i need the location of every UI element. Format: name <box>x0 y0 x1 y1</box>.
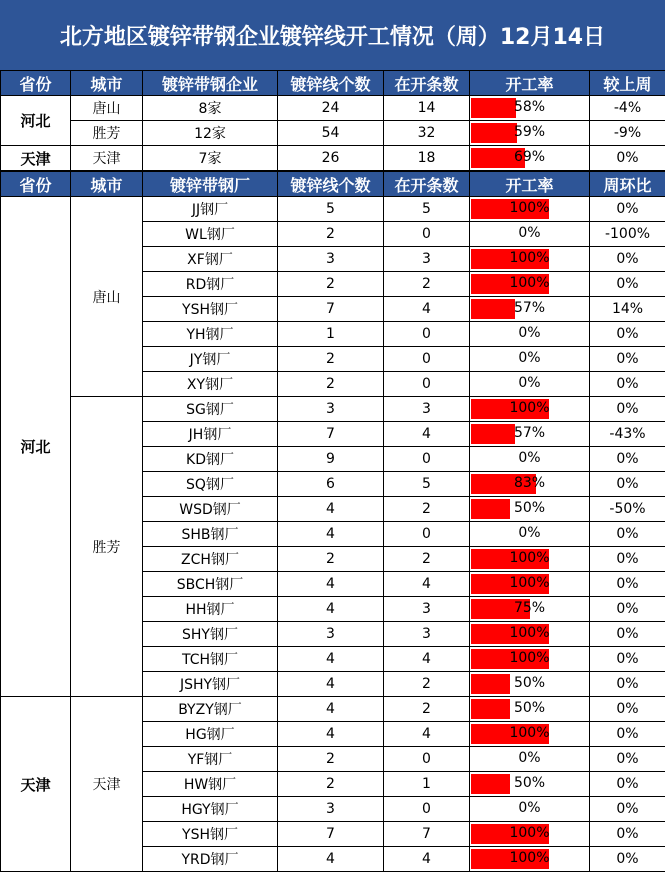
rate-cell <box>470 197 590 222</box>
header-rate: 开工率 <box>470 172 590 197</box>
lines-cell: 3 <box>278 397 384 422</box>
mill-cell: JJ钢厂 <box>143 197 278 222</box>
mill-cell: HG钢厂 <box>143 722 278 747</box>
rate-value: 50% <box>513 775 546 791</box>
company-count-cell: 8家 <box>143 96 278 121</box>
mill-cell: XY钢厂 <box>143 372 278 397</box>
change-cell: 0% <box>590 697 665 722</box>
open-cell: 2 <box>384 547 470 572</box>
open-cell: 2 <box>384 272 470 297</box>
rate-value: 83% <box>513 475 546 491</box>
lines-cell: 4 <box>278 597 384 622</box>
rate-bar-fill <box>471 123 517 143</box>
header-open: 在开条数 <box>384 172 470 197</box>
summary-table <box>0 70 665 171</box>
table-row <box>1 197 665 222</box>
change-cell: 0% <box>590 272 665 297</box>
mill-cell: SBCH钢厂 <box>143 572 278 597</box>
rate-value: 100% <box>509 575 550 591</box>
mill-cell: ZCH钢厂 <box>143 547 278 572</box>
city-cell: 胜芳 <box>71 121 143 146</box>
open-cell: 4 <box>384 422 470 447</box>
rate-bar-fill <box>471 774 510 794</box>
change-cell: 0% <box>590 447 665 472</box>
rate-bar <box>470 747 589 771</box>
lines-cell: 7 <box>278 822 384 847</box>
rate-value: 100% <box>509 625 550 641</box>
rate-value: 50% <box>513 675 546 691</box>
lines-cell: 3 <box>278 622 384 647</box>
summary-row <box>1 96 665 121</box>
company-count-cell: 7家 <box>143 146 278 171</box>
rate-cell <box>470 572 590 597</box>
rate-bar <box>470 797 589 821</box>
rate-bar <box>470 547 589 571</box>
mill-cell: SG钢厂 <box>143 397 278 422</box>
rate-cell <box>470 672 590 697</box>
lines-cell: 1 <box>278 322 384 347</box>
rate-bar <box>470 572 589 596</box>
rate-cell <box>470 497 590 522</box>
header-mill: 镀锌带钢厂 <box>143 172 278 197</box>
lines-cell: 4 <box>278 522 384 547</box>
company-count-cell: 12家 <box>143 121 278 146</box>
lines-cell: 2 <box>278 772 384 797</box>
rate-bar <box>470 672 589 696</box>
rate-bar <box>470 222 589 246</box>
rate-cell <box>470 297 590 322</box>
rate-bar <box>470 722 589 746</box>
rate-value: 100% <box>509 825 550 841</box>
lines-cell: 2 <box>278 747 384 772</box>
header-company: 镀锌带钢企业 <box>143 71 278 96</box>
open-cell: 0 <box>384 447 470 472</box>
summary-row <box>1 121 665 146</box>
lines-cell: 4 <box>278 672 384 697</box>
mill-cell: TCH钢厂 <box>143 647 278 672</box>
open-cell: 5 <box>384 472 470 497</box>
city-cell: 唐山 <box>71 197 143 397</box>
rate-value: 0% <box>518 525 541 541</box>
lines-cell: 24 <box>278 96 384 121</box>
change-cell: 0% <box>590 747 665 772</box>
table-row <box>1 397 665 422</box>
header-lines: 镀锌线个数 <box>278 71 384 96</box>
rate-cell <box>470 547 590 572</box>
detail-table <box>0 171 665 872</box>
change-cell: 0% <box>590 597 665 622</box>
page-title: 北方地区镀锌带钢企业镀锌线开工情况（周）12月14日 <box>0 0 665 70</box>
rate-value: 0% <box>518 750 541 766</box>
rate-bar <box>470 822 589 846</box>
province-cell: 河北 <box>1 96 71 146</box>
header-change: 周环比 <box>590 172 665 197</box>
open-cell: 0 <box>384 797 470 822</box>
change-cell: -4% <box>590 96 665 121</box>
rate-cell <box>470 96 590 121</box>
table-row <box>1 697 665 722</box>
rate-bar <box>470 121 589 145</box>
mill-cell: SHB钢厂 <box>143 522 278 547</box>
change-cell: -100% <box>590 222 665 247</box>
change-cell: 0% <box>590 522 665 547</box>
rate-bar <box>470 322 589 346</box>
change-cell: -43% <box>590 422 665 447</box>
mill-cell: YSH钢厂 <box>143 297 278 322</box>
rate-bar-fill <box>471 424 515 444</box>
rate-bar-fill <box>471 674 510 694</box>
lines-cell: 6 <box>278 472 384 497</box>
rate-bar <box>470 146 589 170</box>
rate-value: 50% <box>513 500 546 516</box>
lines-cell: 2 <box>278 547 384 572</box>
header-city: 城市 <box>71 71 143 96</box>
mill-cell: SQ钢厂 <box>143 472 278 497</box>
rate-cell <box>470 622 590 647</box>
mill-cell: HGY钢厂 <box>143 797 278 822</box>
rate-bar <box>470 597 589 621</box>
rate-bar <box>470 297 589 321</box>
lines-cell: 7 <box>278 422 384 447</box>
rate-value: 50% <box>513 700 546 716</box>
rate-value: 0% <box>518 375 541 391</box>
rate-cell <box>470 697 590 722</box>
rate-bar <box>470 697 589 721</box>
change-cell: 0% <box>590 347 665 372</box>
open-cell: 18 <box>384 146 470 171</box>
rate-bar <box>470 197 589 221</box>
change-cell: 0% <box>590 397 665 422</box>
rate-cell <box>470 146 590 171</box>
lines-cell: 4 <box>278 697 384 722</box>
change-cell: 0% <box>590 722 665 747</box>
rate-cell <box>470 647 590 672</box>
city-cell: 唐山 <box>71 96 143 121</box>
mill-cell: HW钢厂 <box>143 772 278 797</box>
open-cell: 2 <box>384 497 470 522</box>
rate-bar <box>470 347 589 371</box>
open-cell: 0 <box>384 322 470 347</box>
rate-bar <box>470 96 589 120</box>
mill-cell: WSD钢厂 <box>143 497 278 522</box>
rate-cell <box>470 222 590 247</box>
rate-cell <box>470 522 590 547</box>
rate-cell <box>470 322 590 347</box>
rate-bar <box>470 247 589 271</box>
change-cell: -9% <box>590 121 665 146</box>
rate-bar-fill <box>471 299 515 319</box>
open-cell: 14 <box>384 96 470 121</box>
rate-cell <box>470 372 590 397</box>
open-cell: 3 <box>384 622 470 647</box>
lines-cell: 7 <box>278 297 384 322</box>
rate-value: 57% <box>513 425 546 441</box>
header-change: 较上周 <box>590 71 665 96</box>
header-province: 省份 <box>1 71 71 96</box>
mill-cell: JH钢厂 <box>143 422 278 447</box>
lines-cell: 4 <box>278 847 384 872</box>
lines-cell: 4 <box>278 647 384 672</box>
rate-value: 100% <box>509 200 550 216</box>
rate-cell <box>470 247 590 272</box>
rate-value: 0% <box>518 450 541 466</box>
open-cell: 2 <box>384 672 470 697</box>
mill-cell: WL钢厂 <box>143 222 278 247</box>
summary-header-row <box>1 71 665 96</box>
open-cell: 4 <box>384 647 470 672</box>
open-cell: 7 <box>384 822 470 847</box>
city-cell: 天津 <box>71 697 143 872</box>
rate-cell <box>470 797 590 822</box>
open-cell: 4 <box>384 847 470 872</box>
rate-cell <box>470 722 590 747</box>
rate-cell <box>470 772 590 797</box>
open-cell: 3 <box>384 397 470 422</box>
rate-cell <box>470 597 590 622</box>
rate-cell <box>470 397 590 422</box>
change-cell: 0% <box>590 146 665 171</box>
header-open: 在开条数 <box>384 71 470 96</box>
header-rate: 开工率 <box>470 71 590 96</box>
rate-bar <box>470 497 589 521</box>
rate-bar <box>470 472 589 496</box>
lines-cell: 2 <box>278 347 384 372</box>
open-cell: 0 <box>384 347 470 372</box>
rate-bar <box>470 522 589 546</box>
province-cell: 天津 <box>1 146 71 171</box>
city-cell: 胜芳 <box>71 397 143 697</box>
rate-bar <box>470 422 589 446</box>
rate-bar <box>470 447 589 471</box>
rate-value: 100% <box>509 275 550 291</box>
change-cell: 0% <box>590 647 665 672</box>
rate-value: 75% <box>513 600 546 616</box>
rate-bar <box>470 772 589 796</box>
mill-cell: JY钢厂 <box>143 347 278 372</box>
detail-header-row <box>1 172 665 197</box>
city-cell: 天津 <box>71 146 143 171</box>
open-cell: 0 <box>384 222 470 247</box>
mill-cell: HH钢厂 <box>143 597 278 622</box>
lines-cell: 3 <box>278 247 384 272</box>
rate-value: 69% <box>513 149 546 165</box>
lines-cell: 2 <box>278 372 384 397</box>
rate-value: 57% <box>513 300 546 316</box>
lines-cell: 26 <box>278 146 384 171</box>
open-cell: 1 <box>384 772 470 797</box>
header-city: 城市 <box>71 172 143 197</box>
lines-cell: 54 <box>278 121 384 146</box>
lines-cell: 4 <box>278 722 384 747</box>
change-cell: 0% <box>590 772 665 797</box>
summary-row <box>1 146 665 171</box>
rate-value: 100% <box>509 550 550 566</box>
mill-cell: YSH钢厂 <box>143 822 278 847</box>
open-cell: 5 <box>384 197 470 222</box>
change-cell: 0% <box>590 197 665 222</box>
change-cell: -50% <box>590 497 665 522</box>
rate-cell <box>470 121 590 146</box>
change-cell: 0% <box>590 797 665 822</box>
rate-value: 100% <box>509 725 550 741</box>
rate-cell <box>470 847 590 872</box>
mill-cell: YRD钢厂 <box>143 847 278 872</box>
rate-bar <box>470 622 589 646</box>
change-cell: 14% <box>590 297 665 322</box>
lines-cell: 5 <box>278 197 384 222</box>
change-cell: 0% <box>590 372 665 397</box>
rate-value: 0% <box>518 350 541 366</box>
open-cell: 4 <box>384 722 470 747</box>
province-cell: 天津 <box>1 697 71 872</box>
rate-cell <box>470 272 590 297</box>
rate-cell <box>470 472 590 497</box>
change-cell: 0% <box>590 672 665 697</box>
header-province: 省份 <box>1 172 71 197</box>
rate-bar <box>470 397 589 421</box>
mill-cell: RD钢厂 <box>143 272 278 297</box>
header-lines: 镀锌线个数 <box>278 172 384 197</box>
rate-bar <box>470 847 589 871</box>
lines-cell: 9 <box>278 447 384 472</box>
change-cell: 0% <box>590 472 665 497</box>
rate-bar-fill <box>471 699 510 719</box>
open-cell: 32 <box>384 121 470 146</box>
rate-cell <box>470 747 590 772</box>
rate-value: 0% <box>518 225 541 241</box>
lines-cell: 3 <box>278 797 384 822</box>
province-cell: 河北 <box>1 197 71 697</box>
mill-cell: BYZY钢厂 <box>143 697 278 722</box>
lines-cell: 2 <box>278 222 384 247</box>
mill-cell: XF钢厂 <box>143 247 278 272</box>
lines-cell: 2 <box>278 272 384 297</box>
change-cell: 0% <box>590 322 665 347</box>
open-cell: 2 <box>384 697 470 722</box>
rate-bar <box>470 372 589 396</box>
rate-bar-fill <box>471 499 510 519</box>
rate-cell <box>470 822 590 847</box>
rate-value: 59% <box>513 124 546 140</box>
open-cell: 3 <box>384 247 470 272</box>
open-cell: 0 <box>384 522 470 547</box>
change-cell: 0% <box>590 572 665 597</box>
lines-cell: 4 <box>278 497 384 522</box>
rate-value: 100% <box>509 250 550 266</box>
mill-cell: KD钢厂 <box>143 447 278 472</box>
open-cell: 0 <box>384 372 470 397</box>
mill-cell: JSHY钢厂 <box>143 672 278 697</box>
open-cell: 0 <box>384 747 470 772</box>
rate-value: 100% <box>509 850 550 866</box>
rate-cell <box>470 447 590 472</box>
change-cell: 0% <box>590 622 665 647</box>
rate-cell <box>470 422 590 447</box>
rate-value: 100% <box>509 400 550 416</box>
change-cell: 0% <box>590 547 665 572</box>
lines-cell: 4 <box>278 572 384 597</box>
open-cell: 4 <box>384 297 470 322</box>
open-cell: 3 <box>384 597 470 622</box>
rate-bar-fill <box>471 98 516 118</box>
rate-cell <box>470 347 590 372</box>
rate-bar <box>470 272 589 296</box>
rate-value: 0% <box>518 800 541 816</box>
mill-cell: YF钢厂 <box>143 747 278 772</box>
mill-cell: SHY钢厂 <box>143 622 278 647</box>
rate-bar <box>470 647 589 671</box>
rate-value: 100% <box>509 650 550 666</box>
change-cell: 0% <box>590 822 665 847</box>
mill-cell: YH钢厂 <box>143 322 278 347</box>
rate-value: 58% <box>513 99 546 115</box>
change-cell: 0% <box>590 247 665 272</box>
change-cell: 0% <box>590 847 665 872</box>
open-cell: 4 <box>384 572 470 597</box>
rate-value: 0% <box>518 325 541 341</box>
